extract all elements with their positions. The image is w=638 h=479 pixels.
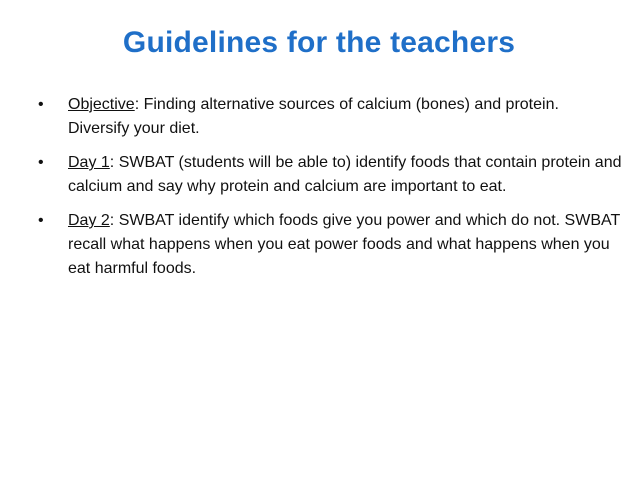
bullet-label: Objective (68, 96, 135, 113)
bullet-list (38, 93, 623, 291)
bullet-text: : SWBAT (students will be able to) identify foods that contain protein and calcium and say why protein and calcium are important to eat. (68, 154, 622, 195)
bullet-label: Day 1 (68, 154, 110, 171)
bullet-label: Day 2 (68, 212, 110, 229)
bullet-text: : Finding alternative sources of calcium (bones) and protein. Diversify your diet. (68, 96, 559, 137)
bullet-dot-icon: • (38, 154, 44, 171)
bullet-objective (38, 93, 623, 141)
bullet-text: : SWBAT identify which foods give you power and which do not. SWBAT recall what happens when you eat power foods and what happens when you eat harmful foods. (68, 212, 620, 277)
bullet-day-1 (38, 151, 623, 199)
bullet-dot-icon: • (38, 212, 44, 229)
bullet-day-2 (38, 209, 623, 281)
bullet-dot-icon: • (38, 96, 44, 113)
slide-title: Guidelines for the teachers (122, 26, 516, 59)
